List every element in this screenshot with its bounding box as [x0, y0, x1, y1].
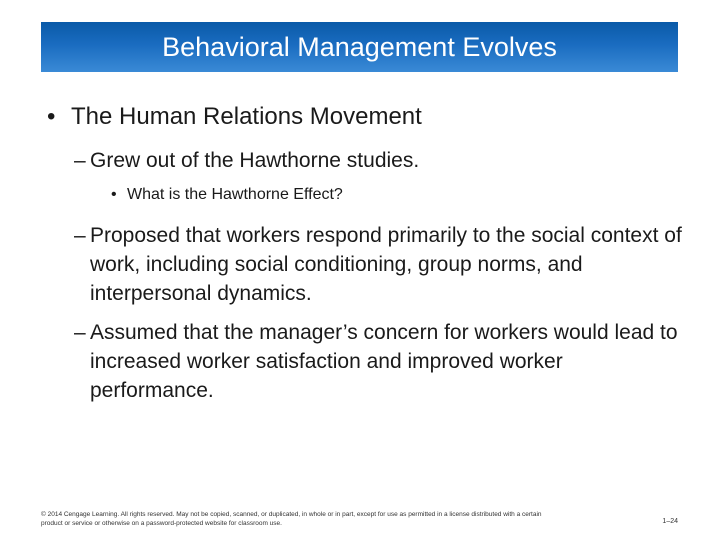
sub-bullet-hawthorne-effect — [111, 186, 343, 204]
slide-title: Behavioral Management Evolves — [41, 22, 678, 72]
sub-item-text: Assumed that the manager’s concern for workers would lead to increased worker satisfaction and improved worker performance. — [90, 321, 678, 402]
bullet-human-relations — [47, 103, 422, 131]
sub-item-text: Grew out of the Hawthorne studies. — [90, 149, 420, 172]
sub-item-hawthorne-origin — [74, 146, 684, 175]
copyright-notice: © 2014 Cengage Learning. All rights reserved. May not be copied, scanned, or duplicated, in whole or in part, except for use as permitted in a license distributed with a certain product or service or otherwise on a password-protected website for classroom use. — [41, 511, 542, 527]
dash-marker: – — [74, 149, 86, 172]
sub-bullet-text: What is the Hawthorne Effect? — [127, 186, 343, 203]
sub-item-social-context — [74, 221, 684, 308]
page-number: 1–24 — [662, 518, 678, 525]
dash-marker: – — [74, 321, 86, 344]
bullet-text: The Human Relations Movement — [71, 103, 422, 130]
dash-marker: – — [74, 224, 86, 247]
sub-bullet-marker: • — [111, 186, 117, 203]
sub-item-manager-concern — [74, 318, 684, 405]
bullet-marker: • — [47, 103, 56, 130]
sub-item-text: Proposed that workers respond primarily to the social context of work, including social conditioning, group norms, and interpersonal dynamics. — [90, 224, 682, 305]
